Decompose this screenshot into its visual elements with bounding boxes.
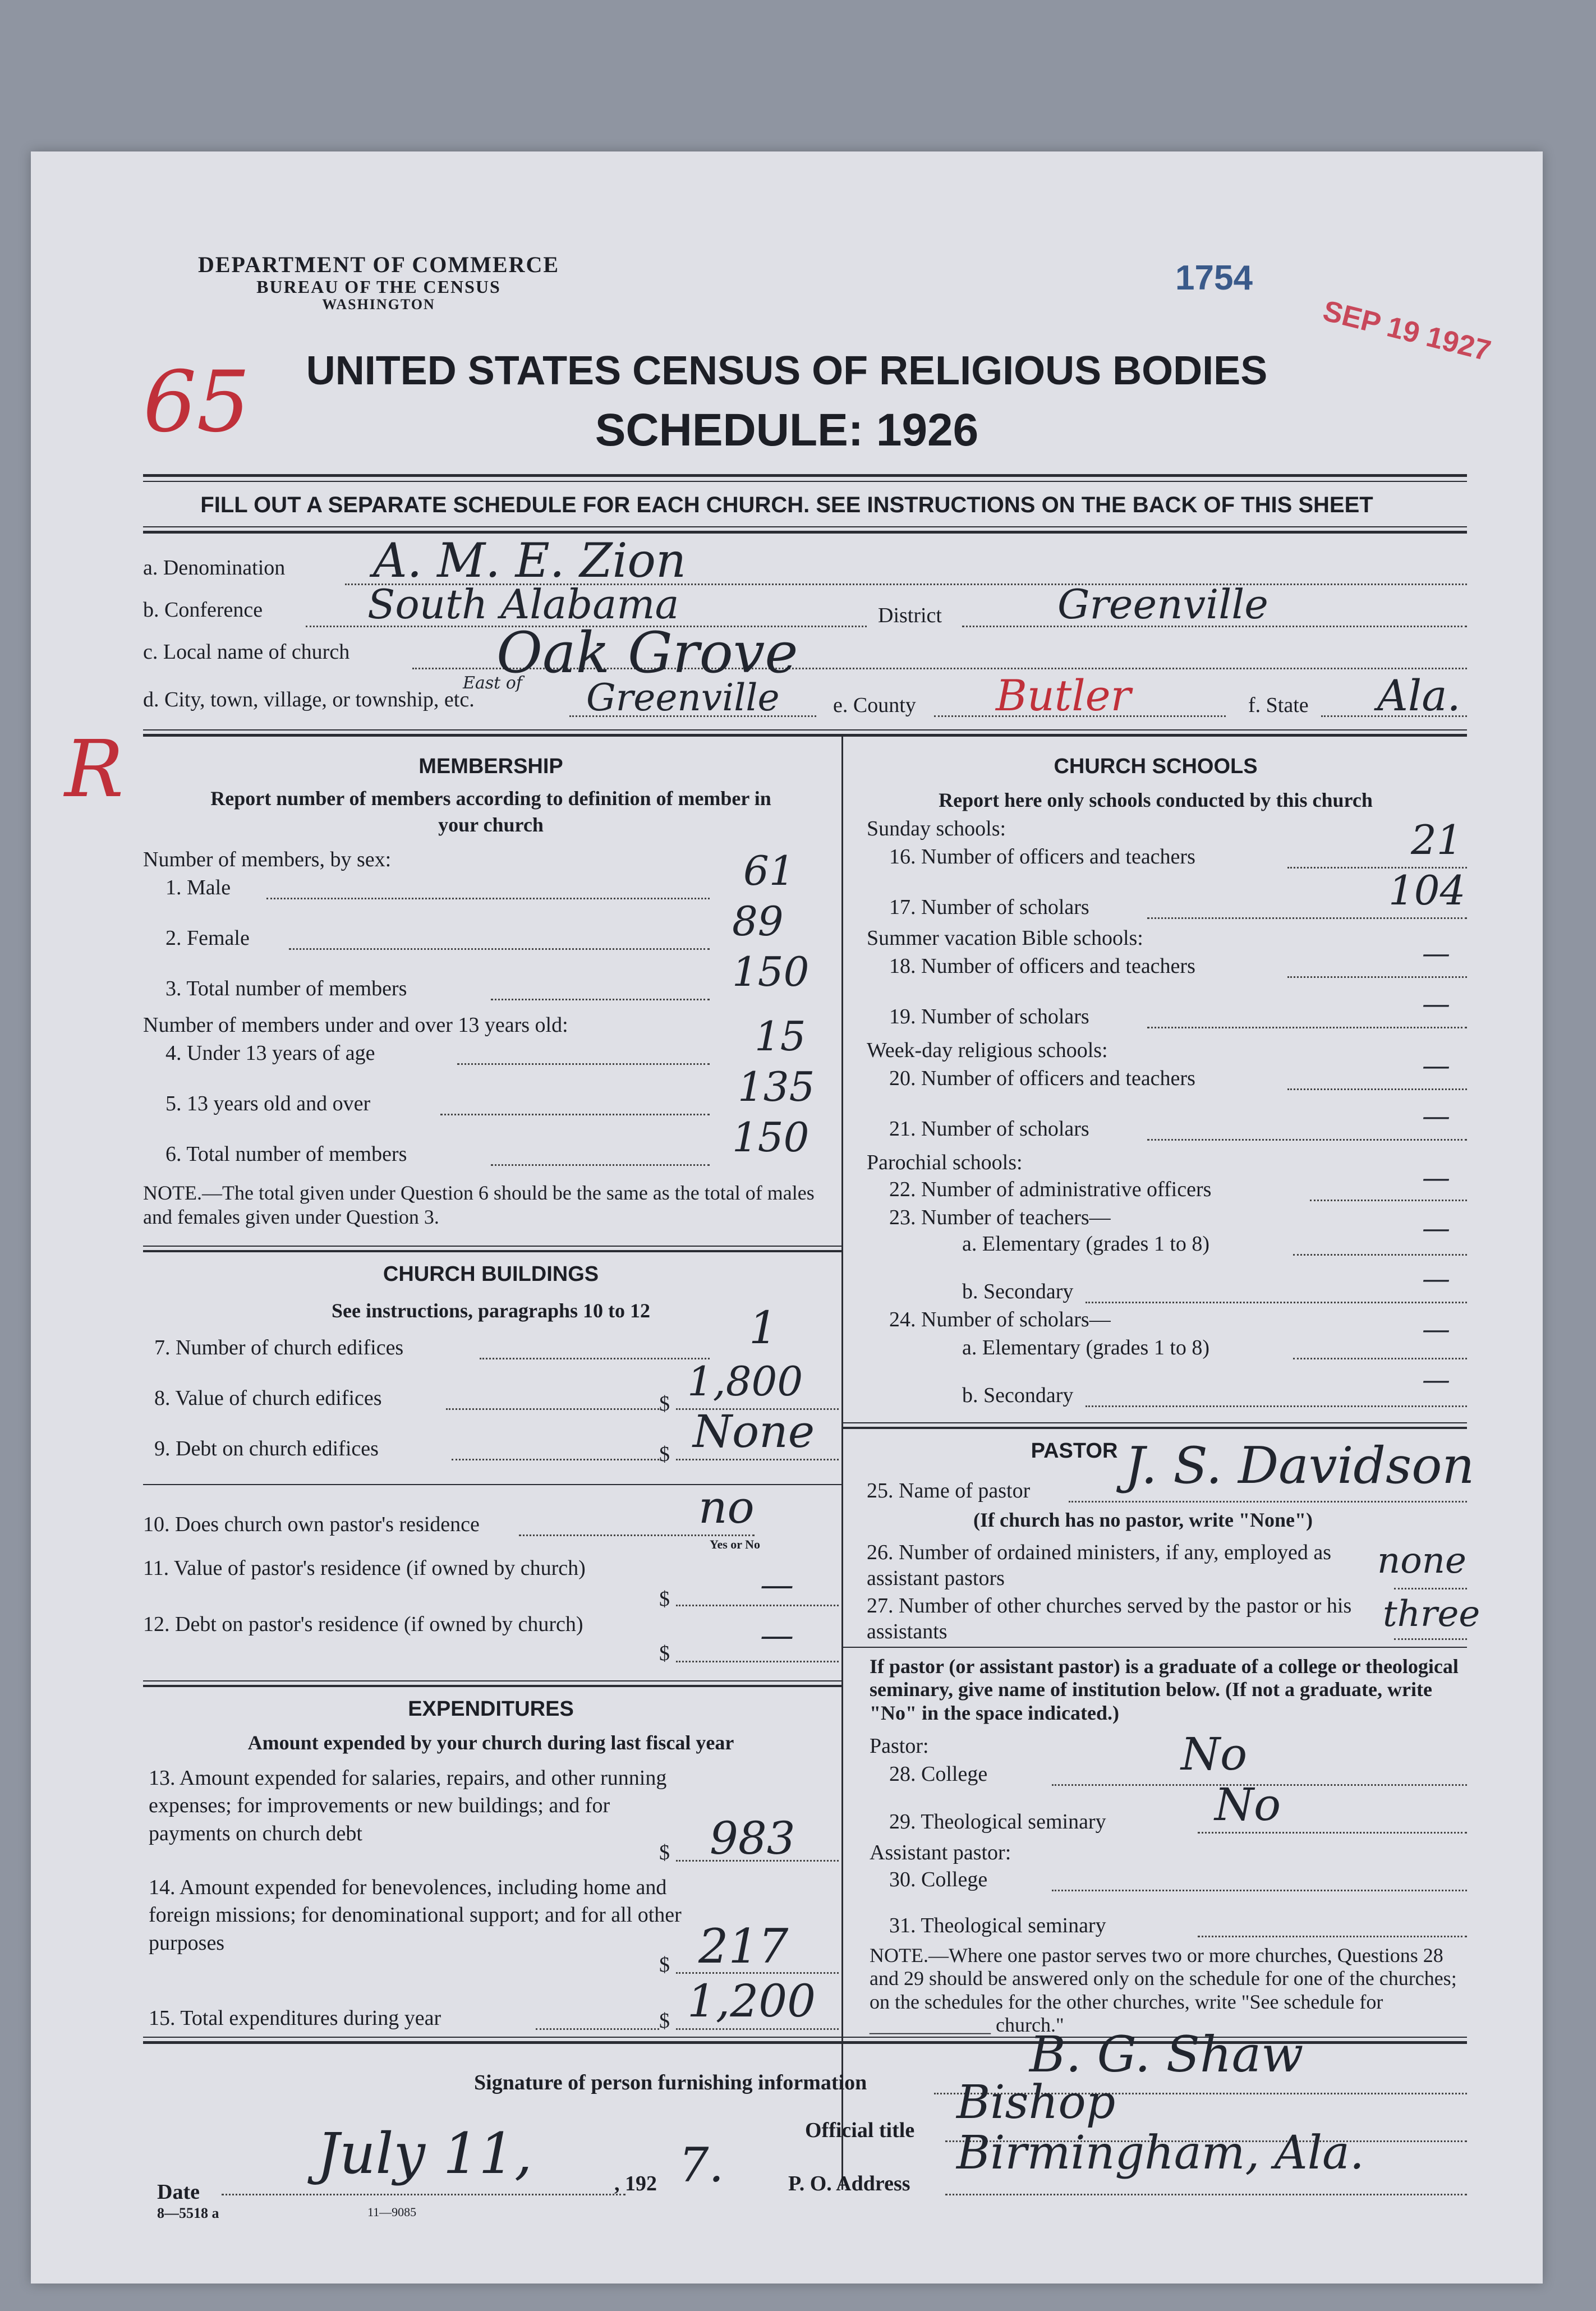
- dollar-sign: $: [659, 1392, 670, 1416]
- q23b-label: b. Secondary: [962, 1280, 1074, 1303]
- age-label: Number of members under and over 13 years old:: [143, 1013, 568, 1037]
- q31-label: 31. Theological seminary: [889, 1914, 1106, 1937]
- official-title-value: Bishop: [956, 2076, 1116, 2129]
- q24b-value: —: [1422, 1363, 1450, 1396]
- po-address-label: P. O. Address: [788, 2172, 910, 2195]
- total-members-2-label: 6. Total number of members: [165, 1142, 407, 1166]
- buildings-heading: CHURCH BUILDINGS: [383, 1262, 599, 1286]
- signature-label: Signature of person furnishing information: [474, 2071, 867, 2094]
- county-label: e. County: [833, 693, 916, 717]
- total-members-value: 150: [732, 948, 810, 995]
- year-prefix: , 192: [614, 2172, 657, 2195]
- total-members-2-value: 150: [732, 1114, 810, 1161]
- owns-residence-value: no: [698, 1481, 755, 1533]
- weekday-schools-label: Week-day religious schools:: [867, 1039, 1108, 1062]
- dollar-sign: $: [659, 2009, 670, 2033]
- dollar-sign: $: [659, 1642, 670, 1665]
- edifice-value-value: 1,800: [687, 1358, 803, 1405]
- print-number: 11—9085: [367, 2205, 417, 2219]
- schools-subheading: Report here only schools conducted by this church: [939, 789, 1373, 811]
- denomination-value: A. M. E. Zion: [373, 533, 687, 588]
- over-13-value: 135: [738, 1063, 815, 1110]
- female-label: 2. Female: [165, 926, 250, 950]
- q16-label: 16. Number of officers and teachers: [889, 845, 1195, 869]
- year-value: 7.: [679, 2138, 724, 2193]
- city-label: d. City, town, village, or township, etc.: [143, 688, 475, 711]
- q15-label: 15. Total expenditures during year: [149, 2006, 441, 2030]
- department-header: [160, 252, 597, 313]
- date-label: Date: [157, 2180, 200, 2204]
- form-title: UNITED STATES CENSUS OF RELIGIOUS BODIES: [306, 348, 1268, 393]
- denomination-label: a. Denomination: [143, 556, 286, 580]
- pastor-heading: PASTOR: [1031, 1439, 1118, 1463]
- q21-label: 21. Number of scholars: [889, 1117, 1089, 1141]
- membership-note: NOTE.—The total given under Question 6 should be the same as the total of males and females given under Question 3.: [143, 1182, 815, 1229]
- margin-number: 65: [143, 353, 250, 451]
- membership-subheading: Report number of members according to definition of member in your church: [210, 787, 771, 836]
- q23a-label: a. Elementary (grades 1 to 8): [962, 1232, 1210, 1256]
- edifices-value: 1: [749, 1302, 778, 1354]
- owns-residence-label: 10. Does church own pastor's residence: [143, 1513, 480, 1536]
- q22-value: —: [1422, 1161, 1450, 1194]
- q25-value: J. S. Davidson: [1125, 1436, 1475, 1495]
- edifices-label: 7. Number of church edifices: [154, 1336, 404, 1359]
- dollar-sign: $: [659, 1953, 670, 1977]
- edifice-debt-label: 9. Debt on church edifices: [154, 1437, 379, 1460]
- q30-label: 30. College: [889, 1868, 988, 1891]
- residence-debt-label: 12. Debt on pastor's residence (if owned by church): [143, 1612, 583, 1636]
- schedule-title: SCHEDULE: 1926: [595, 405, 979, 456]
- q19-value: —: [1422, 987, 1450, 1020]
- q27-value: three: [1383, 1593, 1480, 1635]
- q25-label: 25. Name of pastor: [867, 1479, 1031, 1503]
- over-13-label: 5. 13 years old and over: [165, 1092, 371, 1115]
- q15-value: 1,200: [687, 1975, 816, 2027]
- expenditures-subheading: Amount expended by your church during last fiscal year: [247, 1731, 734, 1754]
- conference-label: b. Conference: [143, 598, 263, 622]
- state-value: Ala.: [1377, 670, 1461, 720]
- q17-label: 17. Number of scholars: [889, 895, 1089, 919]
- instructions-line: FILL OUT A SEPARATE SCHEDULE FOR EACH CHURCH. SEE INSTRUCTIONS ON THE BACK OF THIS SHEET: [200, 493, 1373, 517]
- q28-value: No: [1181, 1728, 1248, 1780]
- form-number: 8—5518 a: [157, 2205, 219, 2221]
- parochial-schools-label: Parochial schools:: [867, 1151, 1023, 1174]
- state-label: f. State: [1248, 693, 1309, 717]
- q20-label: 20. Number of officers and teachers: [889, 1067, 1195, 1090]
- q21-value: —: [1422, 1100, 1450, 1132]
- under-13-label: 4. Under 13 years of age: [165, 1041, 375, 1065]
- city-prefix: East of: [463, 673, 522, 693]
- district-label: District: [878, 604, 942, 627]
- q24b-label: b. Secondary: [962, 1384, 1074, 1407]
- dollar-sign: $: [659, 1841, 670, 1864]
- q13-label: 13. Amount expended for salaries, repairs, and other running expenses; for improvements or new buildings; and for payments on church debt: [149, 1766, 667, 1845]
- sunday-schools-label: Sunday schools:: [867, 817, 1006, 840]
- q26-value: none: [1377, 1540, 1466, 1582]
- dollar-sign: $: [659, 1587, 670, 1611]
- q14-label: 14. Amount expended for benevolences, including home and foreign missions; for denominational support; and for all other purposes: [149, 1876, 682, 1955]
- under-13-value: 15: [755, 1013, 806, 1060]
- q24a-label: a. Elementary (grades 1 to 8): [962, 1336, 1210, 1359]
- local-name-value: Oak Grove: [496, 620, 798, 686]
- q23a-value: —: [1422, 1212, 1450, 1244]
- q28-label: 28. College: [889, 1762, 988, 1786]
- dollar-sign: $: [659, 1442, 670, 1466]
- department-name: DEPARTMENT OF COMMERCE: [197, 252, 560, 277]
- q25-note: (If church has no pastor, write "None"): [973, 1509, 1313, 1531]
- summer-schools-label: Summer vacation Bible schools:: [867, 926, 1143, 950]
- q18-label: 18. Number of officers and teachers: [889, 954, 1195, 978]
- q14-value: 217: [698, 1919, 789, 1974]
- female-value: 89: [732, 898, 784, 945]
- buildings-subheading: See instructions, paragraphs 10 to 12: [331, 1299, 651, 1322]
- q29-label: 29. Theological seminary: [889, 1810, 1106, 1834]
- date-value: July 11,: [317, 2121, 532, 2186]
- official-title-label: Official title: [805, 2119, 915, 2142]
- male-value: 61: [743, 847, 795, 894]
- q24a-value: —: [1422, 1313, 1450, 1345]
- schools-heading: CHURCH SCHOOLS: [1054, 755, 1258, 778]
- pastor-note: NOTE.—Where one pastor serves two or more churches, Questions 28 and 29 should be answered only on the schedule for one of the churches; on the schedules for the other churches, write "See schedule for ____________ church.": [870, 1944, 1457, 2037]
- q27-label: 27. Number of other churches served by the pastor or his assistants: [867, 1594, 1352, 1643]
- q17-value: 104: [1388, 867, 1466, 914]
- q26-label: 26. Number of ordained ministers, if any, employed as assistant pastors: [867, 1541, 1332, 1590]
- total-members-label: 3. Total number of members: [165, 977, 407, 1000]
- q23b-value: —: [1422, 1262, 1450, 1295]
- edifice-value-label: 8. Value of church edifices: [154, 1386, 382, 1410]
- q16-value: 21: [1411, 816, 1462, 863]
- assistant-pastor-label: Assistant pastor:: [870, 1841, 1011, 1864]
- q24-label: 24. Number of scholars—: [889, 1308, 1111, 1331]
- membership-heading: MEMBERSHIP: [418, 755, 563, 778]
- file-number: 1754: [1175, 259, 1253, 297]
- signature-value: B. G. Shaw: [1029, 2025, 1304, 2083]
- expenditures-heading: EXPENDITURES: [408, 1697, 574, 1721]
- county-value: Butler: [996, 670, 1131, 720]
- city-value: Greenville: [586, 676, 780, 719]
- residence-value-value: —: [760, 1565, 794, 1605]
- q13-value: 983: [710, 1812, 795, 1864]
- residence-debt-value: —: [760, 1616, 794, 1655]
- bureau-name: BUREAU OF THE CENSUS: [256, 277, 501, 297]
- male-label: 1. Male: [165, 876, 231, 899]
- q18-value: —: [1422, 937, 1450, 970]
- q23-label: 23. Number of teachers—: [889, 1206, 1111, 1229]
- residence-value-label: 11. Value of pastor's residence (if owned by church): [143, 1556, 586, 1580]
- received-stamp: SEP 19 1927: [1319, 294, 1494, 368]
- conference-value: South Alabama: [367, 581, 679, 628]
- q19-label: 19. Number of scholars: [889, 1005, 1089, 1028]
- by-sex-label: Number of members, by sex:: [143, 848, 392, 871]
- pastor-label: Pastor:: [870, 1734, 929, 1758]
- q29-value: No: [1215, 1779, 1281, 1831]
- edifice-debt-value: None: [693, 1405, 815, 1458]
- po-address-value: Birmingham, Ala.: [956, 2126, 1364, 2180]
- q20-value: —: [1422, 1049, 1450, 1082]
- graduate-note: If pastor (or assistant pastor) is a graduate of a college or theological seminary, give name of institution below. (If not a graduate, write "No" in the space indicated.): [870, 1655, 1459, 1724]
- district-value: Greenville: [1057, 581, 1268, 628]
- local-name-label: c. Local name of church: [143, 640, 350, 664]
- q22-label: 22. Number of administrative officers: [889, 1178, 1212, 1201]
- margin-mark: R: [65, 724, 124, 815]
- yes-no-hint: Yes or No: [710, 1537, 761, 1551]
- census-form: [31, 151, 1543, 2284]
- city-name: WASHINGTON: [322, 296, 435, 313]
